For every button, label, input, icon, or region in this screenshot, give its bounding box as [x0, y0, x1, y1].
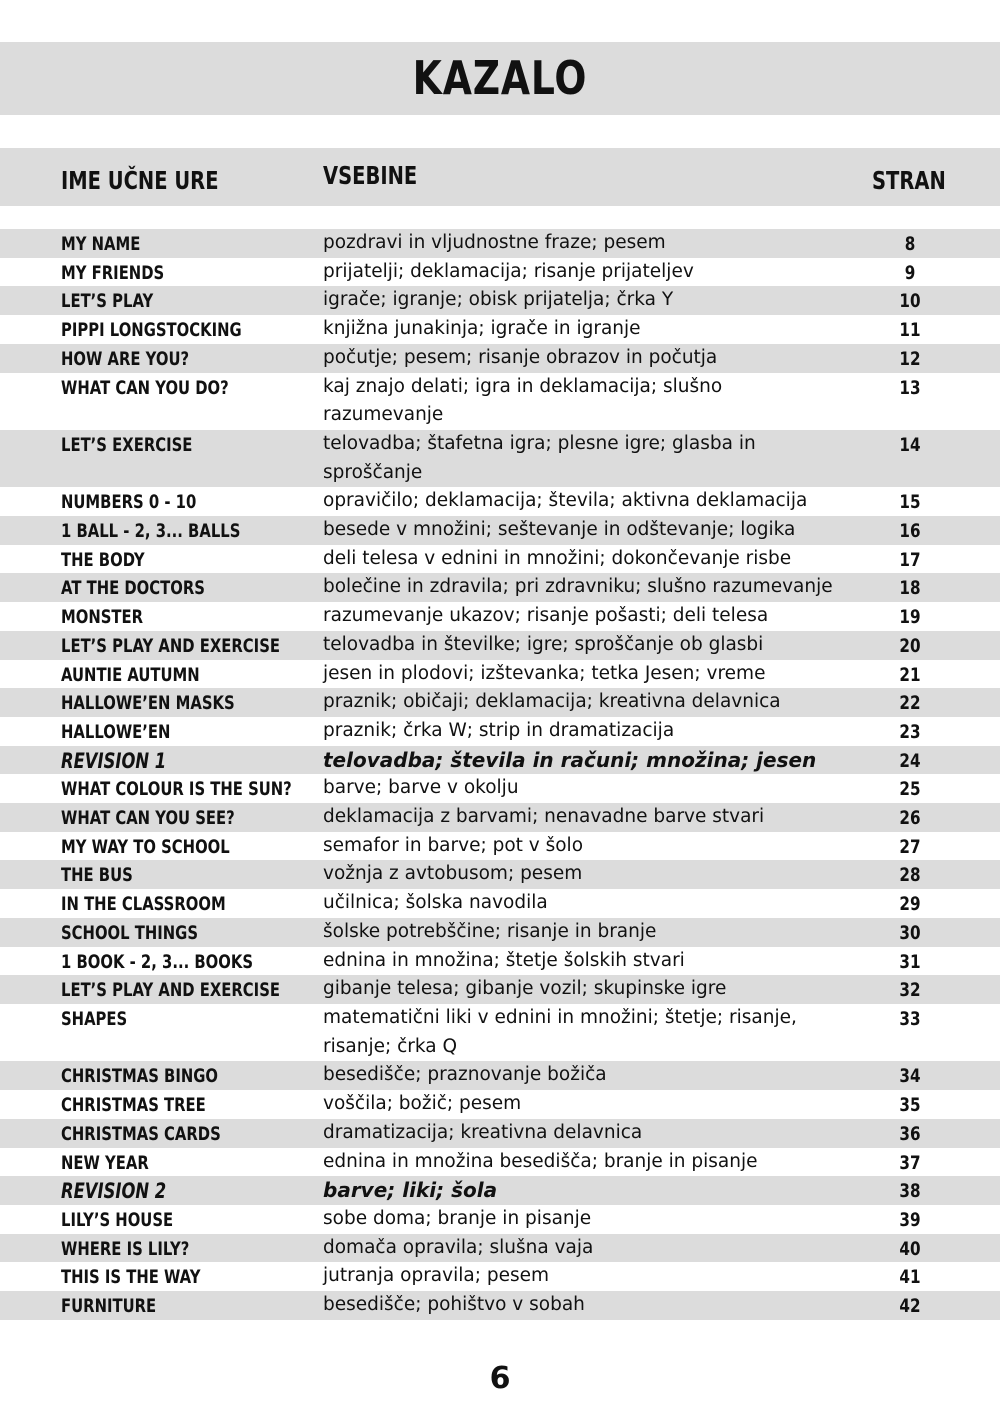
table-row	[0, 344, 1000, 373]
lesson-name: MY WAY TO SCHOOL	[61, 835, 230, 858]
lesson-page: 19	[899, 606, 921, 629]
lesson-name: MY NAME	[61, 233, 141, 255]
lesson-contents: telovadba; števila in računi; množina; jesen	[323, 747, 817, 772]
table-row	[0, 746, 1000, 775]
lesson-name: REVISION 2	[61, 1179, 167, 1204]
lesson-contents: opravičilo; deklamacija; števila; aktivna deklamacija	[323, 490, 808, 512]
lesson-contents: počutje; pesem; risanje obrazov in počutja	[323, 346, 718, 368]
lesson-page: 18	[899, 577, 921, 600]
lesson-name: WHERE IS LILY?	[61, 1237, 190, 1260]
lesson-name: SCHOOL THINGS	[61, 921, 199, 944]
lesson-name: HALLOWE’EN	[61, 720, 171, 743]
lesson-contents: besedišče; praznovanje božiča	[323, 1064, 607, 1086]
page-title: KAZALO	[412, 51, 588, 105]
table-row	[0, 602, 1000, 631]
lesson-page: 25	[899, 778, 921, 801]
table-row	[0, 860, 1000, 889]
table-row	[0, 430, 1000, 487]
lesson-contents: šolske potrebščine; risanje in branje	[323, 920, 657, 942]
table-row	[0, 1061, 1000, 1090]
table-row	[0, 774, 1000, 803]
lesson-name: LILY’S HOUSE	[61, 1208, 174, 1231]
lesson-name: 1 BALL - 2, 3... BALLS	[61, 520, 241, 543]
lesson-page: 32	[899, 979, 921, 1002]
lesson-contents: besede v množini; seštevanje in odštevanje; logika	[323, 519, 796, 541]
lesson-name: PIPPI LONGSTOCKING	[61, 319, 242, 342]
lesson-contents: besedišče; pohištvo v sobah	[323, 1294, 585, 1316]
lesson-name: SHAPES	[61, 1007, 128, 1030]
table-row	[0, 315, 1000, 344]
table-row	[0, 1090, 1000, 1119]
lesson-page: 42	[899, 1295, 921, 1318]
table-row	[0, 545, 1000, 574]
lesson-name: THE BUS	[61, 864, 133, 887]
lesson-name: THIS IS THE WAY	[61, 1266, 201, 1289]
lesson-name: AT THE DOCTORS	[61, 577, 205, 600]
lesson-page: 13	[899, 376, 921, 399]
lesson-page: 16	[899, 520, 921, 543]
lesson-name: MONSTER	[61, 606, 144, 629]
table-row	[0, 1291, 1000, 1320]
table-row	[0, 918, 1000, 947]
lesson-name: HOW ARE YOU?	[61, 347, 190, 370]
lesson-contents: razumevanje ukazov; risanje pošasti; deli telesa	[323, 605, 769, 627]
lesson-page: 36	[899, 1122, 921, 1145]
lesson-page: 8	[904, 233, 916, 255]
table-row	[0, 1234, 1000, 1263]
header-page: STRAN	[872, 166, 946, 195]
lesson-contents: prijatelji; deklamacija; risanje prijateljev	[323, 260, 694, 282]
lesson-page: 14	[899, 433, 921, 456]
lesson-page: 11	[899, 319, 921, 342]
lesson-page: 31	[899, 950, 921, 973]
lesson-page: 9	[904, 261, 916, 284]
lesson-contents: telovadba; štafetna igra; plesne igre; glasba in sproščanje	[323, 432, 756, 483]
lesson-name: 1 BOOK - 2, 3... BOOKS	[61, 950, 254, 973]
lesson-page: 40	[899, 1237, 921, 1260]
lesson-contents: vožnja z avtobusom; pesem	[323, 863, 583, 885]
table-row	[0, 975, 1000, 1004]
table-row	[0, 1176, 1000, 1205]
table-row	[0, 889, 1000, 918]
table-row	[0, 1004, 1000, 1061]
table-row	[0, 373, 1000, 430]
lesson-contents: voščila; božič; pesem	[323, 1093, 522, 1115]
lesson-page: 39	[899, 1208, 921, 1231]
lesson-contents: sobe doma; branje in pisanje	[323, 1207, 592, 1229]
lesson-contents: domača opravila; slušna vaja	[323, 1236, 594, 1258]
table-row	[0, 803, 1000, 832]
table-row	[0, 660, 1000, 689]
lesson-name: FURNITURE	[61, 1295, 157, 1318]
table-row	[0, 516, 1000, 545]
lesson-name: LET’S PLAY AND EXERCISE	[61, 979, 280, 1002]
lesson-page: 17	[899, 548, 921, 571]
lesson-contents: dramatizacija; kreativna delavnica	[323, 1121, 643, 1143]
lesson-contents: knjižna junakinja; igrače in igranje	[323, 318, 641, 340]
lesson-contents: bolečine in zdravila; pri zdravniku; slušno razumevanje	[323, 576, 833, 598]
table-row	[0, 1205, 1000, 1234]
lesson-page: 29	[899, 893, 921, 916]
lesson-name: MY FRIENDS	[61, 261, 165, 284]
lesson-name: THE BODY	[61, 548, 145, 571]
lesson-page: 37	[899, 1151, 921, 1174]
lesson-name: NEW YEAR	[61, 1151, 149, 1174]
lesson-page: 15	[899, 491, 921, 514]
lesson-contents: pozdravi in vljudnostne fraze; pesem	[323, 232, 666, 253]
lesson-contents: telovadba in številke; igre; sproščanje ob glasbi	[323, 633, 764, 655]
page-number: 6	[489, 1361, 511, 1396]
table-row	[0, 286, 1000, 315]
lesson-name: HALLOWE’EN MASKS	[61, 692, 235, 715]
lesson-page: 27	[899, 835, 921, 858]
lesson-page: 23	[899, 720, 921, 743]
lesson-page: 41	[899, 1266, 921, 1289]
lesson-name: IN THE CLASSROOM	[61, 893, 226, 916]
table-row	[0, 229, 1000, 258]
header-lesson-name: IME UČNE URE	[61, 166, 219, 195]
lesson-name: WHAT COLOUR IS THE SUN?	[61, 778, 292, 801]
lesson-name: REVISION 1	[61, 748, 167, 773]
lesson-contents: barve; liki; šola	[323, 1178, 498, 1203]
lesson-name: NUMBERS 0 - 10	[61, 491, 197, 514]
lesson-name: AUNTIE AUTUMN	[61, 663, 200, 686]
lesson-page: 33	[899, 1007, 921, 1030]
lesson-page: 34	[899, 1065, 921, 1088]
lesson-name: CHRISTMAS BINGO	[61, 1065, 219, 1088]
lesson-contents: ednina in množina besedišča; branje in pisanje	[323, 1150, 758, 1172]
header-contents: VSEBINE	[323, 161, 418, 190]
lesson-contents: kaj znajo delati; igra in deklamacija; slušno razumevanje	[323, 375, 723, 426]
lesson-contents: deklamacija z barvami; nenavadne barve stvari	[323, 806, 765, 828]
lesson-contents: ednina in množina; štetje šolskih stvari	[323, 949, 685, 971]
lesson-name: LET’S EXERCISE	[61, 433, 193, 456]
lesson-page: 28	[899, 864, 921, 887]
table-row	[0, 688, 1000, 717]
lesson-name: LET’S PLAY AND EXERCISE	[61, 634, 280, 657]
lesson-contents: deli telesa v ednini in množini; dokončevanje risbe	[323, 547, 792, 569]
table-row	[0, 487, 1000, 516]
table-row	[0, 258, 1000, 287]
lesson-name: LET’S PLAY	[61, 290, 154, 313]
lesson-name: CHRISTMAS TREE	[61, 1094, 206, 1117]
lesson-contents: jesen in plodovi; izštevanka; tetka Jesen; vreme	[323, 662, 766, 684]
lesson-page: 24	[899, 749, 921, 772]
lesson-name: WHAT CAN YOU DO?	[61, 376, 229, 399]
table-row	[0, 1262, 1000, 1291]
lesson-page: 30	[899, 921, 921, 944]
lesson-page: 20	[899, 634, 921, 657]
lesson-contents: barve; barve v okolju	[323, 777, 519, 799]
table-row	[0, 832, 1000, 861]
lesson-contents: jutranja opravila; pesem	[323, 1265, 549, 1287]
lesson-contents: matematični liki v ednini in množini; štetje; risanje, risanje; črka Q	[323, 1006, 797, 1057]
lesson-page: 10	[899, 290, 921, 313]
lesson-page: 21	[899, 663, 921, 686]
table-row	[0, 573, 1000, 602]
lesson-page: 38	[899, 1180, 921, 1203]
table-row	[0, 947, 1000, 976]
lesson-contents: igrače; igranje; obisk prijatelja; črka Y	[323, 289, 674, 311]
table-row	[0, 1119, 1000, 1148]
lesson-contents: učilnica; šolska navodila	[323, 892, 548, 914]
lesson-contents: gibanje telesa; gibanje vozil; skupinske igre	[323, 978, 727, 1000]
lesson-name: CHRISTMAS CARDS	[61, 1122, 221, 1145]
lesson-page: 12	[899, 347, 921, 370]
lesson-page: 26	[899, 807, 921, 830]
lesson-contents: praznik; črka W; strip in dramatizacija	[323, 719, 675, 741]
table-row	[0, 631, 1000, 660]
lesson-contents: semafor in barve; pot v šolo	[323, 834, 584, 856]
lesson-page: 35	[899, 1094, 921, 1117]
lesson-page: 22	[899, 692, 921, 715]
lesson-contents: praznik; običaji; deklamacija; kreativna delavnica	[323, 691, 781, 713]
lesson-name: WHAT CAN YOU SEE?	[61, 807, 235, 830]
table-row	[0, 1148, 1000, 1177]
table-row	[0, 717, 1000, 746]
contents-table	[0, 229, 1000, 1320]
